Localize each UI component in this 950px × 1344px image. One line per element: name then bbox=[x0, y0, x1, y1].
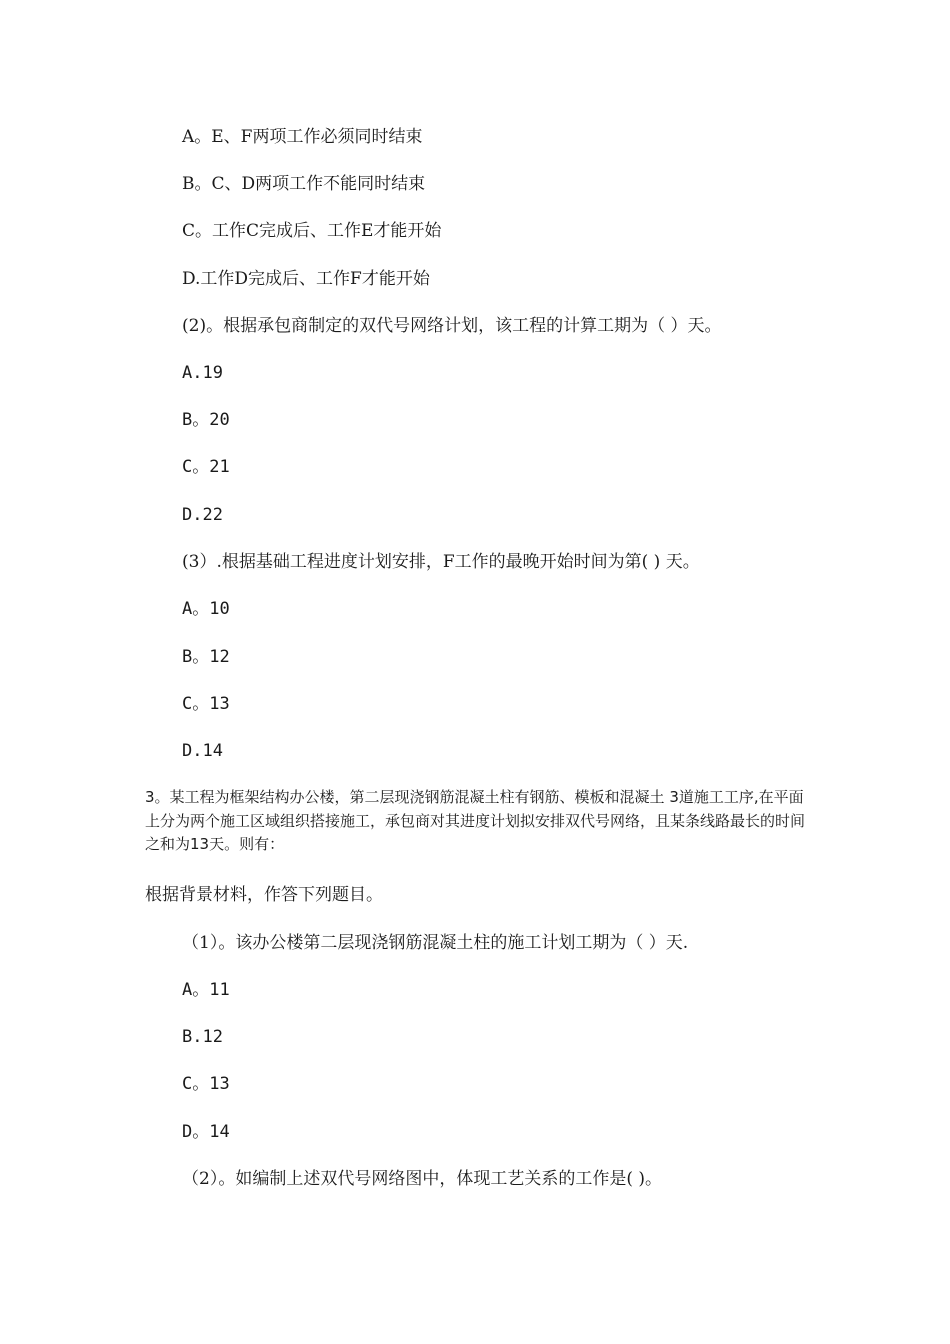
option-a: A。10 bbox=[182, 599, 230, 619]
option-c: C。13 bbox=[182, 694, 230, 714]
case-background-paragraph: 3。某工程为框架结构办公楼，第二层现浇钢筋混凝土柱有钢筋、模板和混凝土 3道施工工序,在平面上分为两个施工区域组织搭接施工，承包商对其进度计划拟安排双代号网络，且某条线路最长的时间之和为13天。则有： bbox=[145, 788, 806, 853]
question-stem: （2）。如编制上述双代号网络图中，体现工艺关系的工作是( )。 bbox=[182, 1169, 662, 1189]
option-a: A。11 bbox=[182, 980, 230, 1000]
option-d: D。14 bbox=[182, 1122, 230, 1142]
question-stem: (3）.根据基础工程进度计划安排，F工作的最晚开始时间为第( ) 天。 bbox=[182, 552, 700, 572]
question-stem: (2)。根据承包商制定的双代号网络计划，该工程的计算工期为（ ）天。 bbox=[182, 316, 722, 336]
option-c: C。13 bbox=[182, 1074, 230, 1094]
option-d: D.工作D完成后、工作F才能开始 bbox=[182, 269, 430, 289]
option-d: D.22 bbox=[182, 505, 223, 525]
option-b: B。12 bbox=[182, 647, 230, 667]
option-b: B。20 bbox=[182, 410, 230, 430]
instruction-line: 根据背景材料，作答下列题目。 bbox=[145, 885, 383, 905]
question-stem: （1）。该办公楼第二层现浇钢筋混凝土柱的施工计划工期为（ ）天. bbox=[182, 933, 689, 953]
option-b: B。C、D两项工作不能同时结束 bbox=[182, 174, 426, 194]
option-c: C。21 bbox=[182, 457, 230, 477]
option-c: C。工作C完成后、工作E才能开始 bbox=[182, 221, 442, 241]
option-d: D.14 bbox=[182, 741, 223, 761]
option-b: B.12 bbox=[182, 1027, 223, 1047]
option-a: A.19 bbox=[182, 363, 223, 383]
option-a: A。E、F两项工作必须同时结束 bbox=[182, 127, 423, 147]
